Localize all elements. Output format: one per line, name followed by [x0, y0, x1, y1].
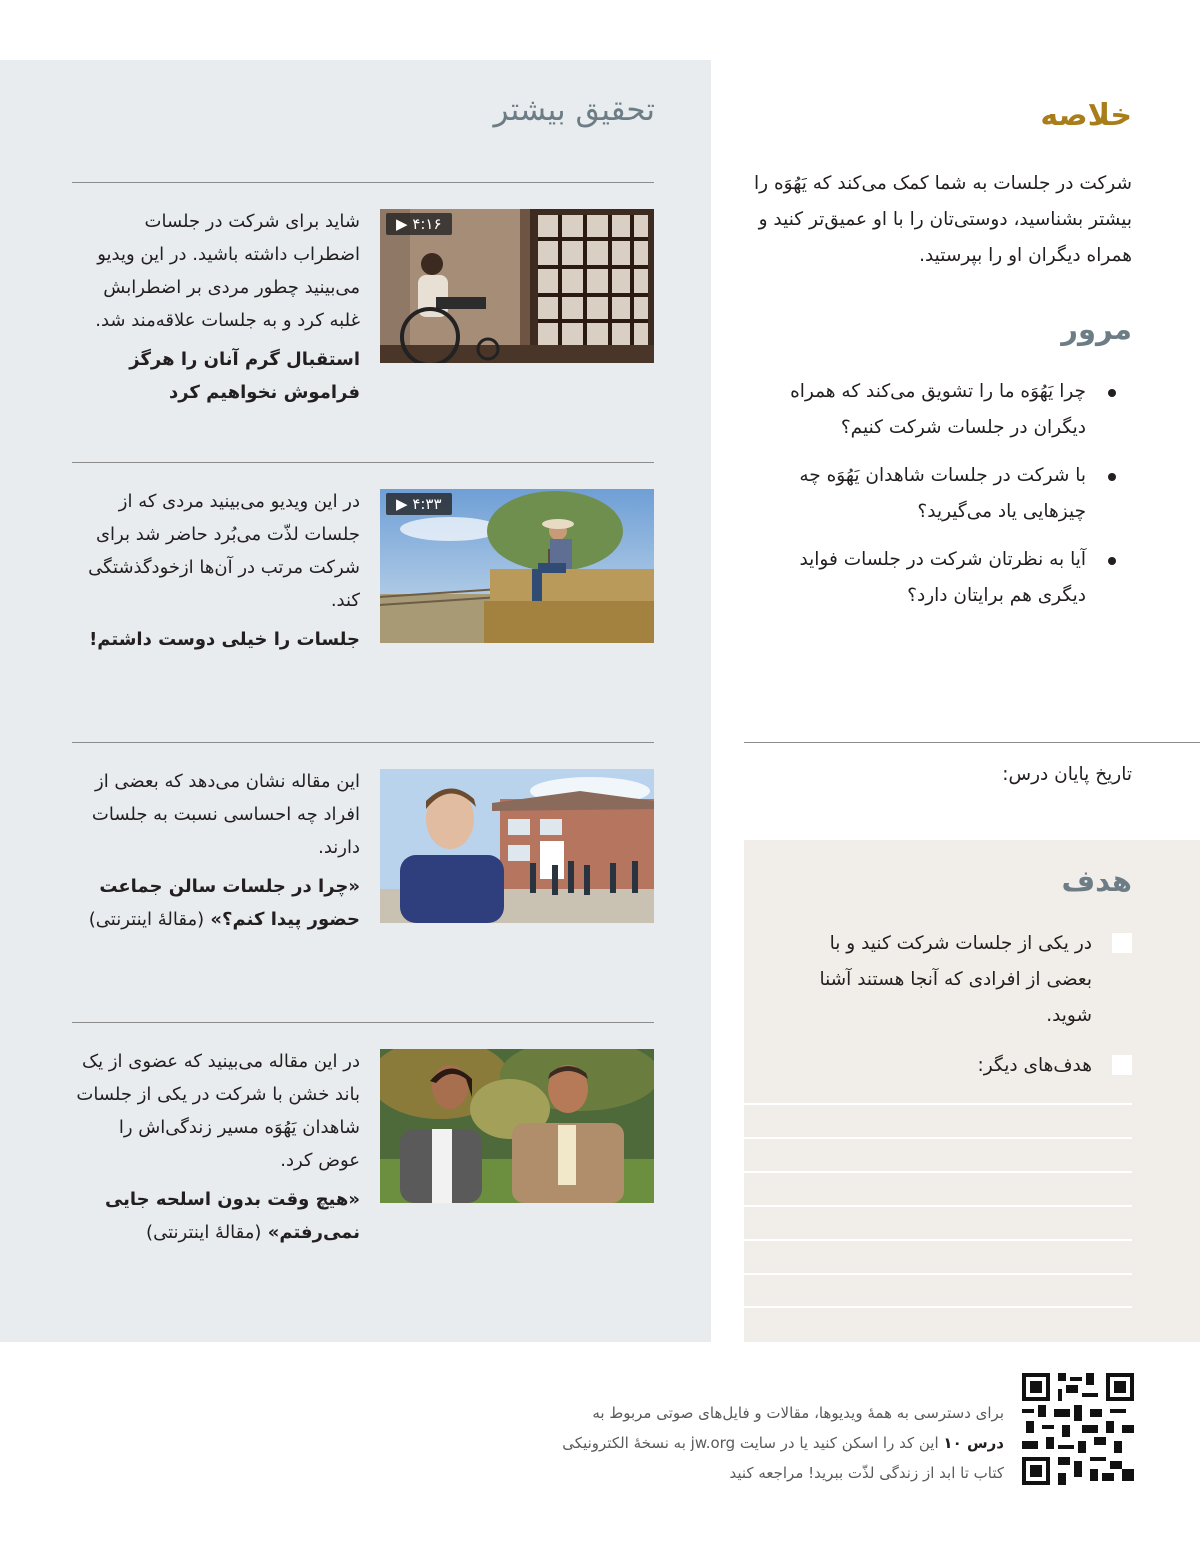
item-link-title[interactable]: «هیچ وقت بدون اسلحه جایی نمی‌رفتم» [104, 1189, 360, 1243]
bullet-icon [1108, 473, 1116, 481]
review-item-text: با شرکت در جلسات شاهدان یَهُوَه چه چیزهایی یاد می‌گیرید؟ [799, 465, 1086, 522]
write-line[interactable] [744, 1273, 1132, 1275]
video-duration: ▶ ۴:۳۳ [386, 493, 452, 515]
summary-heading: خلاصه [1040, 98, 1132, 133]
item-link[interactable] [72, 1183, 360, 1249]
bullet-icon [1108, 557, 1116, 565]
write-line[interactable] [744, 1137, 1132, 1139]
goal-checkbox[interactable] [1112, 933, 1132, 953]
research-item [72, 489, 654, 729]
item-description: این مقاله نشان می‌دهد که بعضی از افراد چه احساسی نسبت به جلسات دارند. [91, 771, 360, 858]
goal-text: هدف‌های دیگر: [977, 1055, 1092, 1076]
research-item [72, 209, 654, 449]
review-heading: مرور [1061, 312, 1132, 346]
write-line[interactable] [744, 1171, 1132, 1173]
item-link-title[interactable]: استقبال گرم آنان را هرگز فراموش نخواهیم کرد [129, 349, 360, 403]
research-item [72, 769, 654, 1009]
item-description: در این مقاله می‌بینید که عضوی از یک باند خشن با شرکت در یکی از جلسات شاهدان یَهُوَه مسیر زندگی‌اش را عوض کرد. [76, 1051, 360, 1171]
bullet-icon [1108, 389, 1116, 397]
review-item-text: چرا یَهُوَه ما را تشویق می‌کند که همراه دیگران در جلسات شرکت کنیم؟ [790, 381, 1086, 438]
research-heading: تحقیق بیشتر [493, 92, 655, 128]
review-item [776, 374, 1116, 446]
write-line[interactable] [744, 1103, 1132, 1105]
article-image-kingdom-hall[interactable] [380, 769, 654, 923]
divider [72, 1022, 654, 1023]
write-line[interactable] [744, 1306, 1132, 1308]
write-line[interactable] [744, 1205, 1132, 1207]
video-duration: ▶ ۴:۱۶ [386, 213, 452, 235]
qr-code-icon[interactable] [1022, 1373, 1134, 1485]
goal-checkbox[interactable] [1112, 1055, 1132, 1075]
item-text [72, 765, 360, 936]
video-thumbnail-farmer[interactable] [380, 489, 654, 643]
goal-item [782, 1048, 1132, 1084]
review-list [776, 374, 1116, 626]
item-link-type: (مقالهٔ اینترنتی) [146, 1222, 262, 1243]
footer-line-1: برای دسترسی به همهٔ ویدیوها، مقالات و فایل‌های صوتی مربوط به [592, 1404, 1004, 1422]
article-image-couple[interactable] [380, 1049, 654, 1203]
divider [744, 742, 1200, 743]
item-link[interactable] [72, 623, 360, 656]
divider [72, 742, 654, 743]
summary-text: شرکت در جلسات به شما کمک می‌کند که یَهُوَه را بیشتر بشناسید، دوستی‌تان را با او عمیق‌تر کنید و همراه دیگران او را بپرستید. [753, 173, 1132, 266]
item-link[interactable] [72, 870, 360, 936]
divider [72, 462, 654, 463]
goal-heading: هدف [1061, 864, 1132, 898]
footer-line-2: این کد را اسکن کنید یا در سایت jw.org به نسخهٔ الکترونیکی [562, 1434, 944, 1452]
item-link-title[interactable]: «چرا در جلسات سالن جماعت حضور پیدا کنم؟» [99, 876, 360, 930]
goal-text: در یکی از جلسات شرکت کنید و با بعضی از افرادی که آنجا هستند آشنا شوید. [819, 933, 1092, 1026]
write-line[interactable] [744, 1239, 1132, 1241]
review-item [776, 458, 1116, 530]
research-item [72, 1049, 654, 1289]
duration-text: ۴:۳۳ [412, 495, 442, 513]
goal-panel [744, 840, 1200, 1342]
review-item-text: آیا به نظرتان شرکت در جلسات فواید دیگری هم برایتان دارد؟ [799, 549, 1086, 606]
item-link-type: (مقالهٔ اینترنتی) [88, 909, 205, 930]
review-item [776, 542, 1116, 614]
item-description: در این ویدیو می‌بینید مردی که از جلسات لذّت می‌بُرد حاضر شد برای شرکت مرتب در آن‌ها ازخودگذشتگی کند. [88, 491, 360, 611]
completion-date-label: تاریخ پایان درس: [1002, 764, 1132, 785]
footer-text [480, 1398, 1004, 1488]
item-text [72, 205, 360, 409]
footer-line-3: کتاب تا ابد از زندگی لذّت ببرید! مراجعه کنید [729, 1464, 1004, 1482]
goal-item [782, 926, 1132, 1034]
item-text [72, 485, 360, 656]
item-link[interactable] [72, 343, 360, 409]
item-description: شاید برای شرکت در جلسات اضطراب داشته باشید. در این ویدیو می‌بینید چطور مردی بر اضطرابش غلبه کرد و به جلسات علاقه‌مند شد. [95, 211, 360, 331]
footer-lesson: درس ۱۰ [943, 1434, 1004, 1452]
divider [72, 182, 654, 183]
duration-text: ۴:۱۶ [412, 215, 442, 233]
item-link-title[interactable]: جلسات را خیلی دوست داشتم! [89, 629, 360, 650]
item-text [72, 1045, 360, 1249]
video-thumbnail-wheelchair[interactable] [380, 209, 654, 363]
